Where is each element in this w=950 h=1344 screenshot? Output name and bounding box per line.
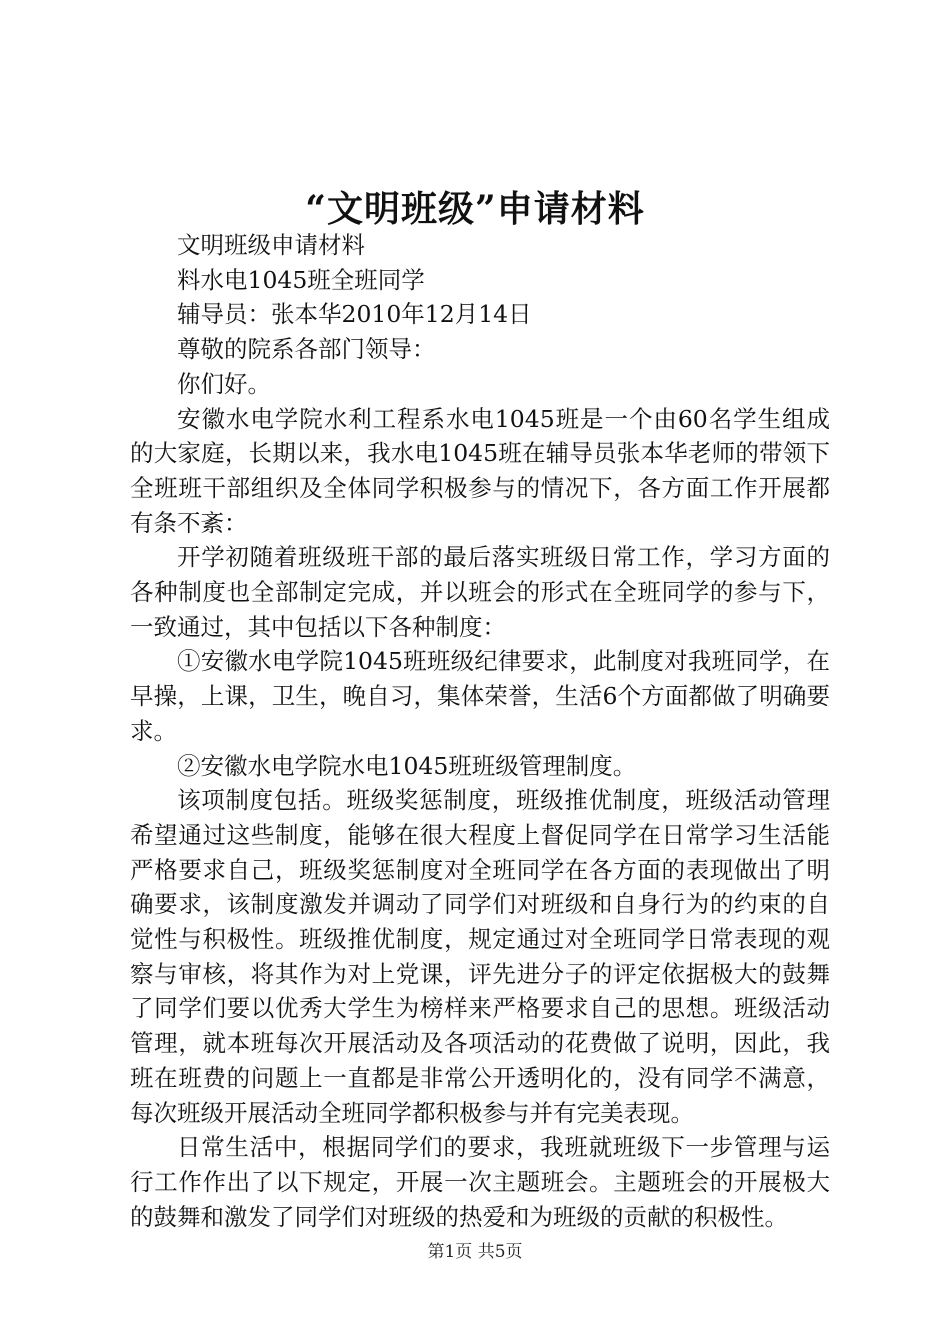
- paragraph: 日常生活中，根据同学们的要求，我班就班级下一步管理与运行工作作出了以下规定，开展一次主题班会。主题班会的开展极大的鼓舞和激发了同学们对班级的热爱和为班级的贡献的积极性。: [130, 1133, 830, 1231]
- paragraph: 开学初随着班级班干部的最后落实班级日常工作，学习方面的各种制度也全部制定完成，并以班会的形式在全班同学的参与下，一致通过，其中包括以下各种制度：: [130, 543, 830, 641]
- paragraph: 辅导员：张本华2010年12月14日: [177, 300, 532, 329]
- paragraph: 安徽水电学院水利工程系水电1045班是一个由60名学生组成的大家庭，长期以来，我水电1045班在辅导员张本华老师的带领下全班班干部组织及全体同学积极参与的情况下，各方面工作开展都有条不紊：: [130, 404, 830, 537]
- document-body: [130, 228, 830, 1234]
- paragraph: 文明班级申请材料: [177, 231, 365, 259]
- paragraph: 你们好。: [177, 369, 271, 398]
- paragraph: ①安徽水电学院1045班班级纪律要求，此制度对我班同学，在早操，上课，卫生，晚自习，集体荣誉，生活6个方面都做了明确要求。: [130, 647, 830, 745]
- document-title: “文明班级”申请材料: [305, 188, 645, 230]
- paragraph: 该项制度包括。班级奖惩制度，班级推优制度，班级活动管理希望通过这些制度，能够在很大程度上督促同学在日常学习生活能严格要求自己，班级奖惩制度对全班同学在各方面的表现做出了明确要求，该制度激发并调动了同学们对班级和自身行为的约束的自觉性与积极性。班级推优制度，规定通过对全班同学日常表现的观察与审核，将其作为对上党课，评先进分子的评定依据极大的鼓舞了同学们要以优秀大学生为榜样来严格要求自己的思想。班级活动管理，就本班每次开展活动及各项活动的花费做了说明，因此，我班在班费的问题上一直都是非常公开透明化的，没有同学不满意，每次班级开展活动全班同学都积极参与并有完美表现。: [130, 786, 830, 1127]
- paragraph: 尊敬的院系各部门领导：: [177, 335, 436, 364]
- paragraph: 料水电1045班全班同学: [177, 265, 425, 294]
- page-number-footer: 第1页 共5页: [427, 1242, 523, 1262]
- paragraph: ②安徽水电学院水电1045班班级管理制度。: [177, 751, 637, 780]
